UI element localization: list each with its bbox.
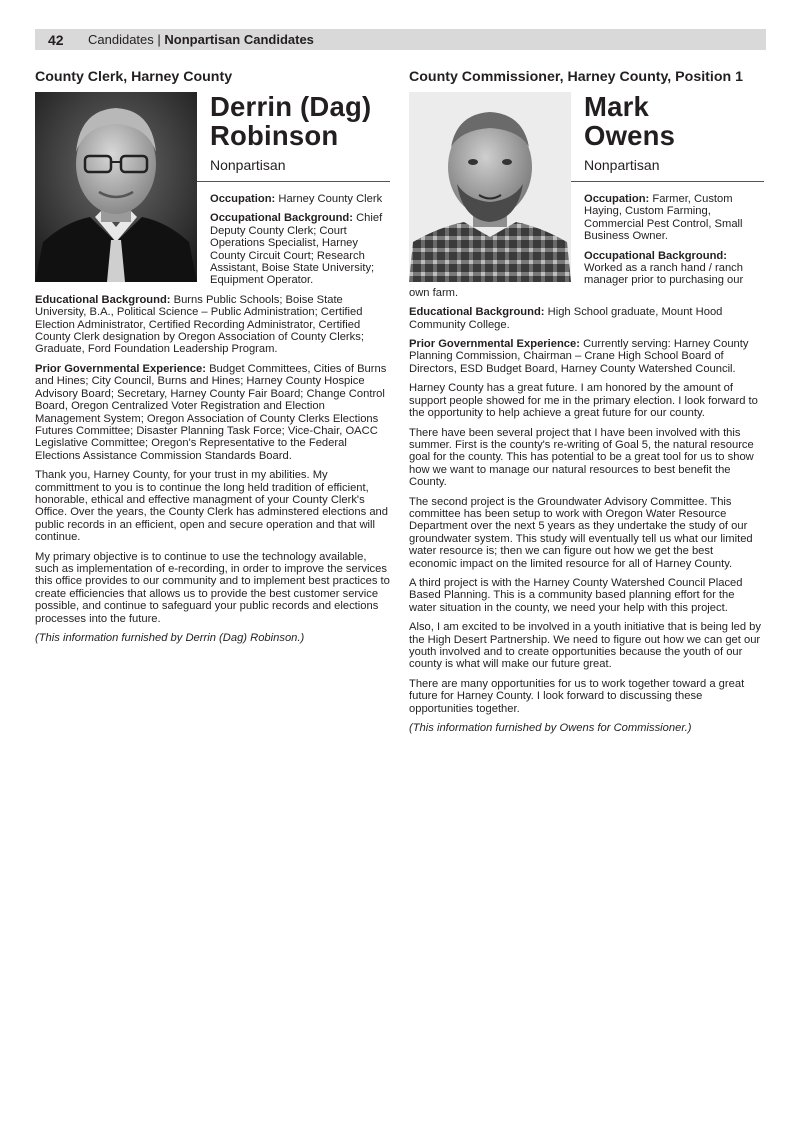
candidate-photo (409, 92, 571, 282)
governmental-experience-label: Prior Governmental Experience: (409, 338, 580, 351)
statement-paragraph: Also, I am excited to be involved in a youth initiative that is being led by the High Desert Partnership. We need to figure out how we can get our youth involved and to create opportunities because the youth of our county is what will make our future great. (409, 621, 761, 671)
statement-paragraph: A third project is with the Harney County Watershed Council Placed Based Planning. This is a community based planning effort for the water situation in the county, we need your help with this project. (409, 576, 743, 614)
educational-background (409, 306, 764, 331)
governmental-experience-value: Currently serving: Harney County Planning Commission, Chairman – Crane High School Board of Directors, ESD Budget Board, Harney County Watershed Council. (409, 338, 749, 375)
office-title: County Clerk, Harney County (35, 69, 233, 85)
educational-background-value: Burns Public Schools; Boise State University, B.A., Political Science – Public Administration; Certified Election Administrator, Certified Recording Administrator, Certified County Clerk designation by Oregon Association of County Clerks; Graduate, Ford Foundation Leadership Program. (35, 293, 364, 356)
candidate-party: Nonpartisan (409, 157, 764, 182)
educational-background (35, 294, 390, 356)
occupational-background-value: Chief Deputy County Clerk; Court Operations Specialist, Harney County Circuit Court; Research Assistant, Boise State University; Equipment Operator. (210, 212, 383, 287)
header-section: Candidates | (88, 32, 165, 47)
occupational-background-value: Worked as a ranch hand / ranch manager prior to purchasing our own farm. (409, 262, 744, 299)
candidate-column-left (35, 69, 390, 651)
occupational-background-label: Occupational Background: (584, 249, 727, 262)
statement-paragraph: Thank you, Harney County, for your trust in my abilities. My committment to you is to continue the long held tradition of efficient, honorable, ethical and effective managment of your County Clerk's Office. Over the years, the County Clerk has adminstered elections and public records in an efficient, open and secure operation and that will continue. (35, 469, 388, 544)
candidate-statement (409, 92, 764, 734)
furnished-by-credit: (This information furnished by Derrin (Dag) Robinson.) (35, 632, 305, 644)
occupation-label: Occupation: (584, 193, 650, 205)
occupation-label: Occupation: (210, 193, 276, 205)
header-subsection: Nonpartisan Candidates (164, 32, 314, 47)
candidate-statement (35, 92, 390, 644)
governmental-experience (35, 363, 390, 462)
candidate-name-line1: Mark (584, 91, 649, 122)
candidate-column-right (409, 69, 764, 741)
statement-paragraph: The second project is the Groundwater Advisory Committee. This committee has been setup to work with Oregon Water Resource Department over the next 5 years as they undertake the study of our groundwater system. This study will eventually tell us what our limited water resource is; then we can figure out how we get the best economic impact on the limited resource for all of Harney County. (409, 495, 753, 570)
statement-paragraph: My primary objective is to continue to use the technology available, such as implementation of e-recording, in order to improve the services this office provides to our community and to implement best practices to create efficiencies that allows us to provide the best customer service possible, and continue to safeguard your public records and elections processes into the future. (35, 550, 390, 625)
occupational-background-label: Occupational Background: (210, 212, 353, 225)
governmental-experience-label: Prior Governmental Experience: (35, 362, 206, 375)
candidate-name-line1: Derrin (Dag) (210, 91, 372, 122)
candidate-party: Nonpartisan (35, 157, 390, 182)
educational-background-label: Educational Background: (35, 293, 171, 306)
page-header (35, 29, 766, 50)
candidate-photo (35, 92, 197, 282)
educational-background-value: High School graduate, Mount Hood Community College. (409, 306, 723, 331)
header-title (88, 32, 314, 47)
office-title: County Commissioner, Harney County, Position 1 (409, 69, 743, 85)
occupation-value: Farmer, Custom Haying, Custom Farming, Commercial Pest Control, Small Business Owner. (584, 193, 743, 243)
candidate-name-line2: Owens (584, 120, 676, 151)
statement-paragraph: There are many opportunities for us to work together toward a great future for Harney County. I look forward to discussing these opportunities together. (409, 677, 745, 715)
occupation-value: Harney County Clerk (275, 193, 383, 205)
governmental-experience (409, 338, 764, 375)
furnished-by-credit: (This information furnished by Owens for Commissioner.) (409, 722, 692, 735)
educational-background-label: Educational Background: (409, 306, 545, 319)
governmental-experience-value: Budget Committees, Cities of Burns and Hines; City Council, Burns and Hines; Harney County Hospice Advisory Board; Secretary, Harney County Fair Board; Change Control Board, Oregon Centralized Voter Registration and Election Management System; Oregon Association of County Clerks Elections Futures Committee; Disaster Planning Task Force; Vice-Chair, OACC Legislative Committee; Oregon's Representative to the Federal Elections Assistance Commission Standards Board. (35, 362, 387, 462)
page-number: 42 (48, 31, 64, 48)
statement-paragraph: Harney County has a great future. I am honored by the amount of support people showed for me in the primary election. I look forward to the opportunity to help achieve a great future for our county. (409, 382, 758, 420)
candidate-name-line2: Robinson (210, 120, 339, 151)
statement-paragraph: There have been several project that I have been involved with this summer. First is the county's re-writing of Goal 5, the natural resource goal for the county. This has potential to be a great tool for us to show how we want to manage our natural resources to best benefit the County. (409, 426, 754, 489)
